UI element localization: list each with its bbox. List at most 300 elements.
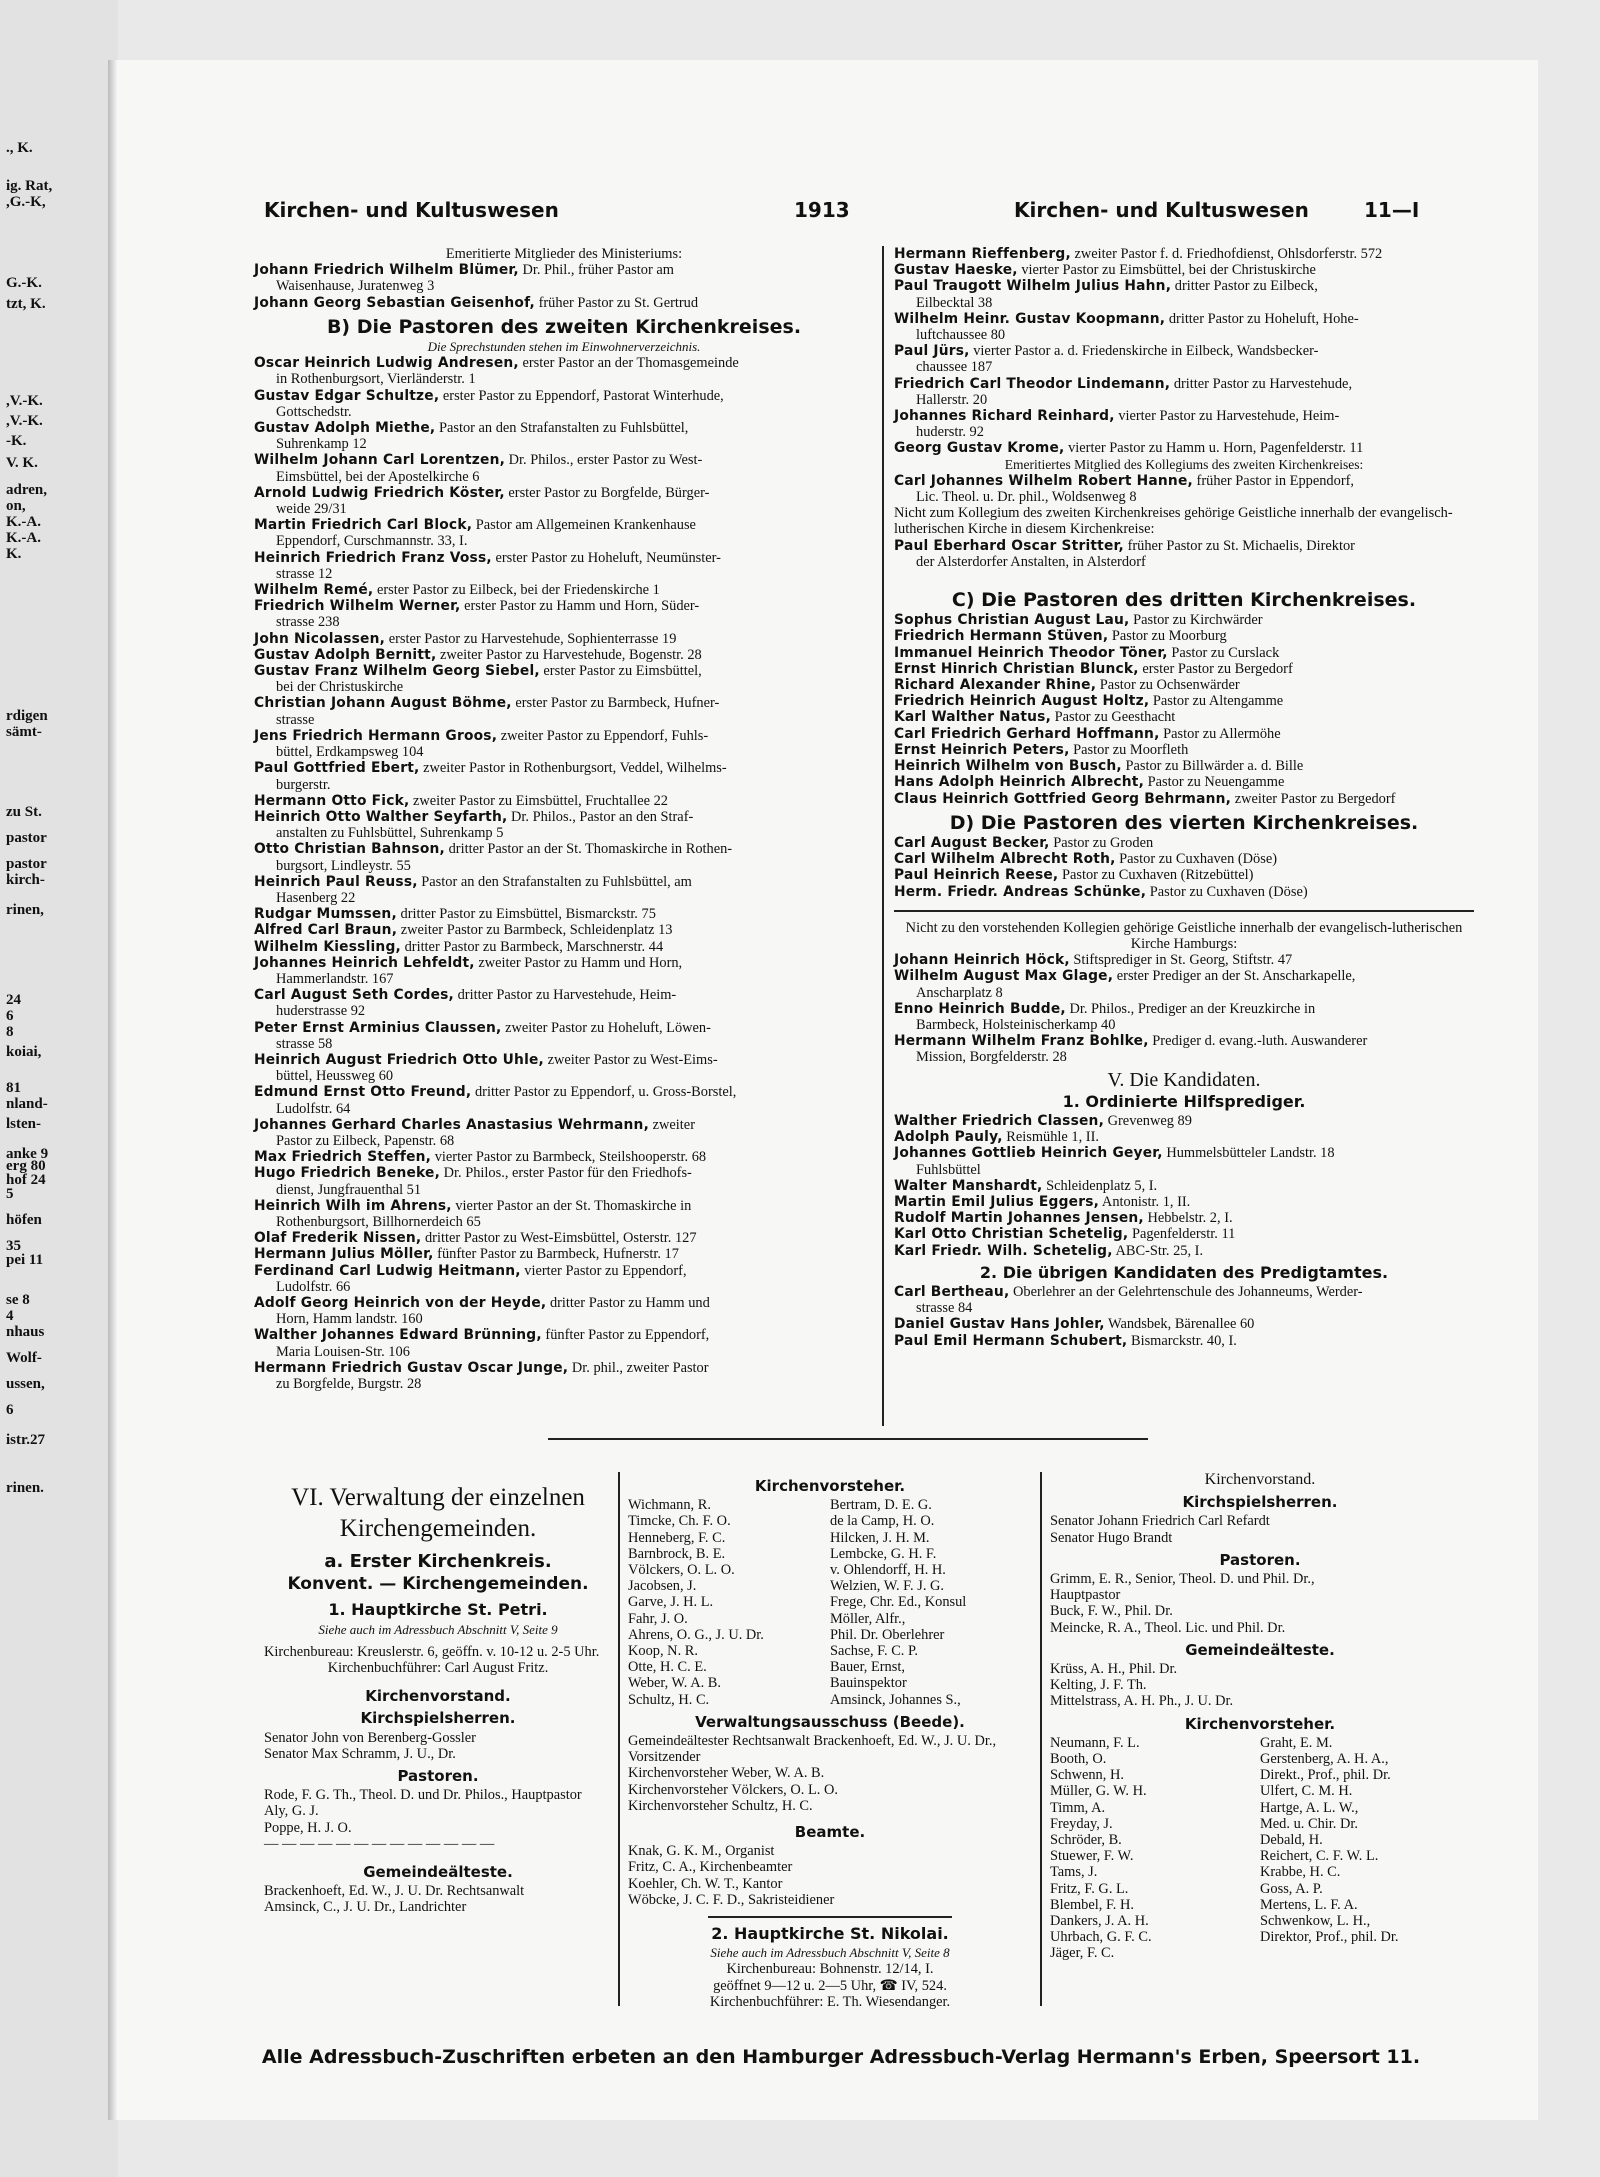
entry-name: Wilhelm Heinr. Gustav Koopmann,: [894, 310, 1166, 327]
list-line: Senator Johann Friedrich Carl Refardt: [1050, 1513, 1270, 1530]
entry-name: Walther Johannes Edward Brünning,: [254, 1327, 542, 1344]
entry-text: Pastor zu Allermöhe: [1163, 725, 1281, 742]
entry-continuation: Eimsbüttel, bei der Apostelkirche 6: [276, 468, 480, 485]
entry: [894, 851, 1474, 867]
entry-text: erster Pastor zu Eimsbüttel,: [543, 663, 702, 680]
list-line: Schultz, H. C.: [628, 1691, 710, 1708]
r-ga-heading: Gemeindeälteste.: [1185, 1640, 1335, 1659]
entry-name: Jens Friedrich Hermann Groos,: [254, 727, 498, 744]
entry: [894, 774, 1474, 790]
entry-continuation: büttel, Heussweg 60: [276, 1068, 394, 1085]
column-left: [254, 246, 874, 1392]
entry-text: Pastor zu Moorburg: [1111, 628, 1227, 645]
rule: [708, 1916, 952, 1918]
entry: [254, 1117, 874, 1133]
list-line: Hauptpastor: [1050, 1587, 1121, 1604]
entry: [894, 246, 1474, 262]
margin-fragment: hof 24: [6, 1172, 46, 1188]
entry-text: dritter Pastor zu Hoheluft, Hohe-: [1168, 310, 1359, 327]
list-line: Neumann, F. L.: [1050, 1734, 1140, 1751]
margin-fragment: kirch-: [6, 872, 45, 888]
margin-fragment: lsten-: [6, 1116, 41, 1132]
entry-text: zweiter Pastor zu Harvestehude, Bogenstr. 28: [440, 646, 702, 663]
entry: [894, 952, 1474, 968]
entry-text: zweiter Pastor zu Hamm und Horn,: [478, 954, 683, 971]
entry: [254, 420, 874, 436]
entry-text: erster Pastor zu Eilbeck, bei der Friedenskirche 1: [376, 582, 660, 599]
entry-text: Pastor zu Billwärder a. d. Bille: [1125, 758, 1304, 775]
entry-text: Pastor zu Cuxhaven (Döse): [1149, 883, 1308, 900]
entry-name: John Nicolassen,: [254, 630, 386, 647]
bottom-col-2: [628, 1472, 1032, 2010]
page-edge-shadow: [108, 60, 118, 2120]
nikolai-buchfuehrer: Kirchenbuchführer: E. Th. Wiesendanger.: [709, 1993, 951, 2010]
header-year: 1913: [794, 198, 850, 222]
entry-name: Carl August Seth Cordes,: [254, 987, 454, 1004]
entry-text: Hebbelstr. 2, I.: [1147, 1210, 1233, 1227]
entry-name: Hugo Friedrich Beneke,: [254, 1165, 441, 1182]
entry: [894, 1333, 1474, 1349]
entry-name: Hermann Rieffenberg,: [894, 246, 1071, 262]
entry-text: Stiftsprediger in St. Georg, Stiftstr. 47: [1073, 952, 1293, 969]
entry: [894, 311, 1474, 327]
entry: [254, 760, 874, 776]
list-line: Senator Hugo Brandt: [1050, 1529, 1173, 1546]
list-line: Reichert, C. F. W. L.: [1260, 1848, 1379, 1865]
entry: [254, 793, 874, 809]
list-line: Gemeindeältester Rechtsanwalt Brackenhoeft, Ed. W., J. U. Dr., Vorsitzender: [628, 1733, 997, 1766]
list-line: Amsinck, C., J. U. Dr., Landrichter: [264, 1899, 467, 1916]
entry-name: Ernst Hinrich Christian Blunck,: [894, 660, 1139, 677]
entry: [894, 343, 1474, 359]
entry: [894, 1113, 1474, 1129]
entry-continuation: Mission, Borgfelderstr. 28: [916, 1049, 1067, 1066]
entry: [894, 1001, 1474, 1017]
margin-fragment: pei 11: [6, 1252, 44, 1268]
margin-fragment: 4: [6, 1308, 14, 1324]
entry-continuation: strasse 84: [916, 1300, 973, 1317]
list-line: Uhrbach, G. F. C.: [1050, 1929, 1152, 1946]
list-line: Schröder, B.: [1050, 1832, 1122, 1849]
entry-text: Wandsbek, Bärenallee 60: [1108, 1316, 1255, 1333]
margin-fragment: sämt-: [6, 724, 42, 740]
nikolai-bureau: Kirchenbureau: Bohnenstr. 12/14, I.: [726, 1961, 934, 1978]
entry: [894, 693, 1474, 709]
list-line: Müller, G. W. H.: [1050, 1783, 1147, 1800]
entry-continuation: burgsort, Lindleystr. 55: [276, 857, 411, 874]
entry-name: Johannes Gottlieb Heinrich Geyer,: [894, 1145, 1163, 1162]
list-line: Fahr, J. O.: [628, 1610, 688, 1627]
entry-name: Wilhelm August Max Glage,: [894, 968, 1114, 985]
entry: [894, 628, 1474, 644]
entry: [254, 955, 874, 971]
entry-text: zweiter Pastor f. d. Friedhofdienst, Ohlsdorferstr. 572: [1074, 246, 1383, 262]
entry-text: Pastor zu Ochsenwärder: [1099, 677, 1240, 694]
entry-name: Daniel Gustav Hans Johler,: [894, 1316, 1105, 1333]
entry: [894, 440, 1474, 456]
entry-name: Sophus Christian August Lau,: [894, 612, 1130, 629]
column-divider: [882, 246, 884, 1426]
page-number: 11—I: [1364, 198, 1420, 222]
entry-continuation: strasse 12: [276, 565, 333, 582]
entry: [254, 695, 874, 711]
entry: [254, 1295, 874, 1311]
entry-text: Pastor zu Groden: [1053, 834, 1154, 851]
entry-name: Paul Jürs,: [894, 343, 970, 360]
entry-continuation: dienst, Jungfrauenthal 51: [276, 1181, 422, 1198]
list-line: Blembel, F. H.: [1050, 1896, 1134, 1913]
header-left-title: Kirchen- und Kultuswesen: [264, 198, 559, 222]
entry-name: Wilhelm Kiessling,: [254, 938, 401, 955]
entry-name: Heinrich Paul Reuss,: [254, 873, 418, 890]
nikolai-note: Siehe auch im Adressbuch Abschnitt V, Seite 8: [710, 1945, 950, 1961]
entry-text: Dr. Phil., früher Pastor am: [522, 262, 674, 279]
entry-name: Ernst Heinrich Peters,: [894, 741, 1070, 758]
entry-continuation: anstalten zu Fuhlsbüttel, Suhrenkamp 5: [276, 825, 504, 842]
entry: [254, 485, 874, 501]
entry-continuation: Waisenhause, Juratenweg 3: [276, 278, 435, 295]
entry: [894, 376, 1474, 392]
entry: [894, 742, 1474, 758]
bottom-col-1: [264, 1482, 612, 1916]
entry: [894, 645, 1474, 661]
entry-name: Enno Heinrich Budde,: [894, 1000, 1066, 1017]
margin-fragment: se 8: [6, 1292, 30, 1308]
entry-name: Olaf Frederik Nissen,: [254, 1230, 422, 1247]
list-line: Amsinck, Johannes S.,: [830, 1691, 961, 1708]
list-line: v. Ohlendorff, H. H.: [830, 1562, 946, 1579]
entry-continuation: der Alsterdorfer Anstalten, in Alsterdorf: [916, 553, 1146, 570]
entry-continuation: Barmbeck, Holsteinischerkamp 40: [916, 1016, 1116, 1033]
entry-name: Alfred Carl Braun,: [254, 922, 398, 939]
entry-name: Heinrich August Friedrich Otto Uhle,: [254, 1051, 545, 1068]
margin-fragment: adren,: [6, 482, 47, 498]
list-line: Phil. Dr. Oberlehrer: [830, 1626, 945, 1643]
entry-text: früher Pastor zu St. Gertrud: [538, 294, 699, 311]
publisher-footer: Alle Adressbuch-Zuschriften erbeten an den Hamburger Adressbuch-Verlag Hermann's Erben, Speersort 11.: [261, 2046, 1421, 2068]
entry-name: Johannes Gerhard Charles Anastasius Wehrmann,: [254, 1116, 650, 1133]
entry: [894, 1033, 1474, 1049]
margin-fragment: ussen,: [6, 1376, 45, 1392]
entry-name: Martin Friedrich Carl Block,: [254, 517, 473, 534]
entry-text: dritter Pastor zu Eimsbüttel, Bismarckstr. 75: [400, 906, 656, 923]
list-line: Schwenn, H.: [1050, 1767, 1124, 1784]
entry-text: Pastor zu Altengamme: [1152, 693, 1284, 710]
entry-continuation: bei der Christuskirche: [276, 679, 404, 696]
list-line: Direktor, Prof., phil. Dr.: [1260, 1929, 1399, 1946]
vi-title: VI. Verwaltung der einzelnen Kirchengemeinden.: [291, 1484, 585, 1542]
entry-name: Hermann Julius Möller,: [254, 1246, 434, 1263]
entry-text: Dr. Philos., Prediger an der Kreuzkirche in: [1069, 1000, 1316, 1017]
list-line: Krüss, A. H., Phil. Dr.: [1050, 1661, 1178, 1678]
entry-text: Pastor zu Geesthacht: [1054, 709, 1176, 726]
entry-text: Pastor am Allgemeinen Krankenhause: [475, 517, 696, 534]
section-b-heading: B) Die Pastoren des zweiten Kirchenkreises.: [326, 315, 802, 338]
entry-text: erster Pastor zu Eppendorf, Pastorat Winterhude,: [442, 387, 724, 404]
margin-fragment: Wolf-: [6, 1350, 42, 1366]
margin-fragment: tzt, K.: [6, 296, 46, 312]
entry-text: früher Pastor zu St. Michaelis, Direktor: [1127, 537, 1355, 554]
entry-continuation: strasse 238: [276, 614, 340, 631]
list-line: Otte, H. C. E.: [628, 1659, 707, 1676]
list-line: Mertens, L. F. A.: [1260, 1896, 1358, 1913]
entry: [254, 874, 874, 890]
margin-fragment: zu St.: [6, 804, 42, 820]
entry-text: vierter Pastor zu Eimsbüttel, bei der Christuskirche: [1021, 262, 1316, 279]
entry: [894, 726, 1474, 742]
r-ksh-heading: Kirchspielsherren.: [1182, 1493, 1338, 1512]
list-line: Jacobsen, J.: [628, 1578, 697, 1595]
nikolai-open: geöffnet 9—12 u. 2—5 Uhr, ☎ IV, 524.: [713, 1977, 947, 1994]
entry-name: Immanuel Heinrich Theodor Töner,: [894, 644, 1168, 661]
entry-text: Pastor an den Strafanstalten zu Fuhlsbüttel, am: [421, 873, 692, 890]
entry-text: vierter Pastor zu Harvestehude, Heim-: [1118, 408, 1340, 425]
margin-fragment: ig. Rat,: [6, 178, 53, 194]
entry: [894, 1243, 1474, 1259]
nicht-hamburg-note: Nicht zu den vorstehenden Kollegien gehörige Geistliche innerhalb der evangelisch-lutherischen Kirche Hamburgs:: [905, 919, 1463, 952]
entry-name: Paul Heinrich Reese,: [894, 867, 1059, 884]
entry-name: Wilhelm Johann Carl Lorentzen,: [254, 452, 506, 469]
bottom-divider-2: [1040, 1472, 1042, 2006]
entry-name: Carl Wilhelm Albrecht Roth,: [894, 851, 1116, 868]
entry-name: Carl Friedrich Gerhard Hoffmann,: [894, 725, 1160, 742]
list-line: Kirchenvorsteher Schultz, H. C.: [628, 1797, 813, 1814]
entry-continuation: Fuhlsbüttel: [916, 1161, 981, 1178]
entry-name: Hans Adolph Heinrich Albrecht,: [894, 774, 1145, 791]
margin-fragment: ., K.: [6, 140, 33, 156]
margin-fragment: istr.27: [6, 1432, 46, 1448]
entry-continuation: huderstrasse 92: [276, 1003, 366, 1020]
column-right: [894, 246, 1474, 1349]
margin-fragment: -K.: [6, 433, 27, 449]
list-line: Hilcken, J. H. M.: [830, 1529, 930, 1546]
entry-text: Dr. Philos., Pastor an den Straf-: [511, 808, 694, 825]
list-line: Fritz, C. A., Kirchenbeamter: [628, 1859, 793, 1876]
entry: [894, 867, 1474, 883]
list-line: Direkt., Prof., phil. Dr.: [1260, 1767, 1391, 1784]
entry-text: fünfter Pastor zu Eppendorf,: [545, 1327, 710, 1344]
entry: [254, 1263, 874, 1279]
margin-fragment: koiai,: [6, 1044, 42, 1060]
petri-buchfuehrer: Kirchenbuchführer: Carl August Fritz.: [327, 1660, 549, 1677]
list-line: Med. u. Chir. Dr.: [1260, 1815, 1358, 1832]
list-line: Kelting, J. F. Th.: [1050, 1677, 1147, 1694]
entry: [894, 1178, 1474, 1194]
entry-text: Pastor zu Cuxhaven (Döse): [1119, 851, 1278, 868]
entry-text: erster Pastor zu Harvestehude, Sophienterrasse 19: [388, 630, 677, 647]
entry-name: Wilhelm Remé,: [254, 582, 374, 599]
margin-fragment: ,V.-K.: [6, 413, 43, 429]
entry-continuation: luftchaussee 80: [916, 327, 1006, 344]
entry-text: zweiter Pastor zu Eppendorf, Fuhls-: [500, 727, 709, 744]
entry-name: Gustav Adolph Miethe,: [254, 420, 436, 437]
entry-continuation: Lic. Theol. u. Dr. phil., Woldsenweg 8: [916, 489, 1137, 506]
entry-name: Paul Emil Hermann Schubert,: [894, 1332, 1128, 1349]
entry-name: Heinrich Friedrich Franz Voss,: [254, 549, 492, 566]
entry-continuation: in Rothenburgsort, Vierländerstr. 1: [276, 371, 476, 388]
entry-name: Walther Friedrich Classen,: [894, 1112, 1105, 1129]
entry-text: zweiter Pastor zu Eimsbüttel, Fruchtallee 22: [413, 792, 668, 809]
entry: [894, 278, 1474, 294]
margin-fragment: K.: [6, 546, 22, 562]
margin-fragment: ,V.-K.: [6, 393, 43, 409]
entry: [894, 835, 1474, 851]
entry: [254, 517, 874, 533]
entry-name: Rudolf Martin Johannes Jensen,: [894, 1210, 1144, 1227]
entry: [254, 388, 874, 404]
entry-name: Carl August Becker,: [894, 834, 1050, 851]
pastoren-heading: Pastoren.: [397, 1767, 479, 1786]
entry: [254, 1165, 874, 1181]
entry-continuation: Hallerstr. 20: [916, 391, 988, 408]
list-line: Möller, Alfr.,: [830, 1610, 906, 1627]
margin-fragment: K.-A.: [6, 530, 41, 546]
entry-name: Friedrich Wilhelm Werner,: [254, 598, 461, 615]
rule: [894, 910, 1474, 912]
entry: [254, 922, 874, 938]
entry-text: dritter Pastor zu Harvestehude,: [1173, 375, 1353, 392]
entry: [254, 295, 874, 311]
running-header: [204, 198, 1478, 228]
entry-continuation: Rothenburgsort, Billhornerdeich 65: [276, 1213, 481, 1230]
margin-fragment: 6: [6, 1008, 14, 1024]
margin-fragment: V. K.: [6, 455, 38, 471]
entry-name: Karl Walther Natus,: [894, 709, 1052, 726]
kv-heading: Kirchenvorstand.: [365, 1687, 511, 1706]
entry-text: dritter Pastor zu Eilbeck,: [1174, 278, 1318, 295]
entry-continuation: büttel, Erdkampsweg 104: [276, 744, 424, 761]
entry-name: Max Friedrich Steffen,: [254, 1149, 432, 1166]
entry-continuation: Hammerlandstr. 167: [276, 970, 394, 987]
list-line: Koop, N. R.: [628, 1643, 698, 1660]
entry-text: Grevenweg 89: [1107, 1112, 1192, 1129]
petri-title: 1. Hauptkirche St. Petri.: [328, 1600, 548, 1620]
entry: [254, 1327, 874, 1343]
entry: [254, 1084, 874, 1100]
entry: [894, 758, 1474, 774]
list-line: Knak, G. K. M., Organist: [628, 1843, 775, 1860]
list-line: Kirchenvorsteher Weber, W. A. B.: [628, 1765, 825, 1782]
entry-name: Heinrich Otto Walther Seyfarth,: [254, 808, 508, 825]
entry: [894, 408, 1474, 424]
margin-fragment: 6: [6, 1402, 14, 1418]
list-line: Krabbe, H. C.: [1260, 1864, 1341, 1881]
list-line: Bauinspektor: [830, 1675, 907, 1692]
entry-text: erster Pastor zu Borgfelde, Bürger-: [508, 484, 710, 501]
ksh-heading: Kirchspielsherren.: [360, 1709, 516, 1728]
entry-text: früher Pastor in Eppendorf,: [1196, 472, 1355, 489]
margin-fragment: pastor: [6, 856, 47, 872]
entry: [254, 1052, 874, 1068]
entry-name: Arnold Ludwig Friedrich Köster,: [254, 484, 505, 501]
entry: [254, 939, 874, 955]
entry-name: Herm. Friedr. Andreas Schünke,: [894, 883, 1147, 900]
emeriti-title: Emeritierte Mitglieder des Ministeriums:: [445, 246, 683, 262]
list-line: Völckers, O. L. O.: [628, 1562, 735, 1579]
entry: [894, 1226, 1474, 1242]
a-title: a. Erster Kirchenkreis.: [324, 1551, 552, 1572]
dash-line: — — — — — — — — — — — — —: [264, 1835, 495, 1852]
margin-fragment: 8: [6, 1024, 14, 1040]
entry-continuation: chaussee 187: [916, 359, 993, 376]
entry-continuation: Maria Louisen-Str. 106: [276, 1343, 410, 1360]
margin-fragment: on,: [6, 498, 26, 514]
list-line: Gerstenberg, A. H. A.,: [1260, 1751, 1389, 1768]
beamte-heading: Beamte.: [794, 1823, 866, 1842]
list-line: Frege, Chr. Ed., Konsul: [830, 1594, 967, 1611]
entry-text: zweiter Pastor zu West-Eims-: [547, 1051, 718, 1068]
margin-fragment: nhaus: [6, 1324, 45, 1340]
entry-continuation: Horn, Hamm landstr. 160: [276, 1311, 423, 1328]
entry-text: vierter Pastor zu Barmbeck, Steilshooperstr. 68: [434, 1149, 707, 1166]
list-line: Lembcke, G. H. F.: [830, 1545, 937, 1562]
list-line: Jäger, F. C.: [1050, 1945, 1115, 1962]
list-line: Weber, W. A. B.: [628, 1675, 721, 1692]
entry-name: Johann Heinrich Höck,: [894, 952, 1070, 969]
entry-text: Dr. Philos., erster Pastor zu West-: [508, 452, 703, 469]
page-content: [204, 142, 1478, 2068]
entry-continuation: Suhrenkamp 12: [276, 436, 367, 453]
margin-fragment: pastor: [6, 830, 47, 846]
left-page-margin: [0, 60, 104, 2120]
entry-continuation: Ludolfstr. 66: [276, 1278, 351, 1295]
nicht-kollegium-note: Nicht zum Kollegium des zweiten Kirchenkreises gehörige Geistliche innerhalb der evangelisch-lutherischen Kirche in diesem Kirchenkreise:: [894, 505, 1453, 538]
ga-heading: Gemeindeälteste.: [363, 1863, 513, 1882]
entry-text: zweiter Pastor zu Bergedorf: [1234, 790, 1396, 807]
entry-name: Georg Gustav Krome,: [894, 440, 1065, 457]
entry-continuation: Gottschedstr.: [276, 403, 352, 420]
entry: [894, 791, 1474, 807]
r-kv-heading: Kirchenvorstand.: [1204, 1471, 1316, 1488]
entry: [894, 1316, 1474, 1332]
section-v-heading: V. Die Kandidaten.: [1107, 1068, 1261, 1091]
r-kvst-heading: Kirchenvorsteher.: [1184, 1714, 1336, 1733]
entry-name: Hermann Wilhelm Franz Bohlke,: [894, 1033, 1149, 1050]
entry-text: ABC-Str. 25, I.: [1115, 1242, 1204, 1259]
entry-name: Heinrich Wilh im Ahrens,: [254, 1197, 452, 1214]
list-line: Koehler, Ch. W. T., Kantor: [628, 1875, 783, 1892]
entry-text: Pastor zu Neuengamme: [1147, 774, 1285, 791]
nikolai-title: 2. Hauptkirche St. Nikolai.: [711, 1924, 949, 1944]
entry-continuation: weide 29/31: [276, 501, 347, 518]
list-line: Graht, E. M.: [1260, 1734, 1333, 1751]
entry-name: Johannes Richard Reinhard,: [894, 408, 1115, 425]
petri-bureau: Kirchenbureau: Kreuslerstr. 6, geöffn. v. 10-12 u. 2-5 Uhr.: [264, 1643, 600, 1660]
list-line: Aly, G. J.: [264, 1803, 319, 1820]
v1-heading: 1. Ordinierte Hilfsprediger.: [1062, 1091, 1306, 1111]
entry-text: Pastor zu Curslack: [1171, 644, 1280, 661]
entry-text: Reismühle 1, II.: [1006, 1129, 1099, 1146]
entry-name: Edmund Ernst Otto Freund,: [254, 1084, 472, 1101]
section-rule: [548, 1438, 1148, 1440]
list-line: Kirchenvorsteher Völckers, O. L. O.: [628, 1781, 838, 1798]
entry-name: Paul Traugott Wilhelm Julius Hahn,: [894, 278, 1172, 295]
entry: [894, 262, 1474, 278]
entry-text: dritter Pastor zu Hamm und: [549, 1295, 710, 1311]
entry-name: Friedrich Heinrich August Holtz,: [894, 693, 1150, 710]
entry-continuation: Pastor zu Eilbeck, Papenstr. 68: [276, 1132, 455, 1149]
margin-fragment: anke 9: [6, 1146, 49, 1162]
entry: [894, 1284, 1474, 1300]
entry: [894, 612, 1474, 628]
margin-fragment: rinen,: [6, 902, 44, 918]
margin-fragment: 5: [6, 1186, 14, 1202]
entry-continuation: zu Borgfelde, Burgstr. 28: [276, 1376, 422, 1393]
section-d-heading: D) Die Pastoren des vierten Kirchenkreises.: [949, 811, 1419, 834]
list-line: Booth, O.: [1050, 1751, 1107, 1768]
entry: [254, 1149, 874, 1165]
entry: [254, 728, 874, 744]
